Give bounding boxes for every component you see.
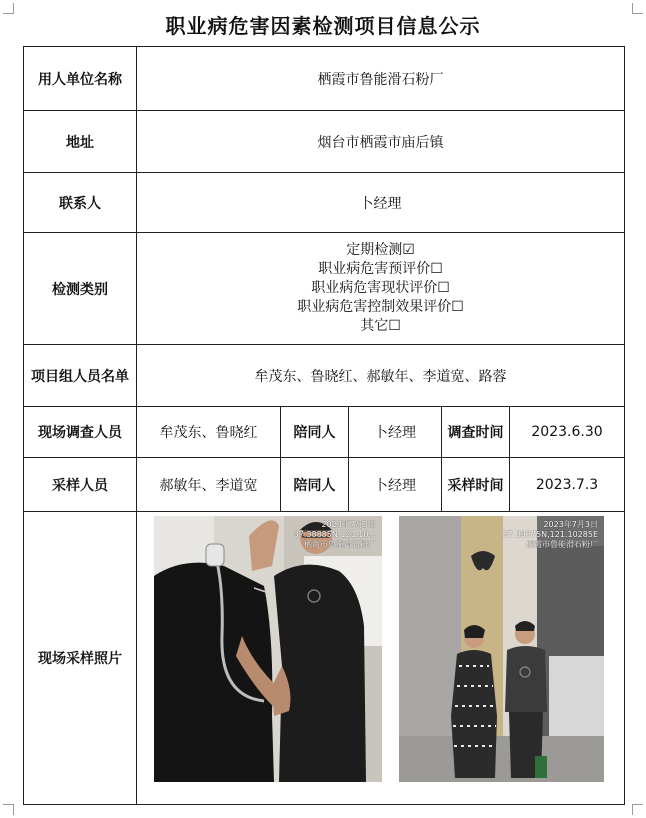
row-sampling	[24, 458, 625, 512]
sampling-escort-value: 卜经理	[349, 458, 442, 512]
inspection-type-options	[137, 233, 625, 345]
row-team	[24, 345, 625, 407]
survey-label: 现场调查人员	[24, 407, 137, 458]
photos-label: 现场采样照片	[24, 512, 137, 805]
row-inspection-type	[24, 233, 625, 345]
info-table	[23, 46, 625, 805]
team-value: 牟茂东、鲁晓红、郝敏年、李道宽、路蓉	[137, 345, 625, 407]
row-survey	[24, 407, 625, 458]
survey-value: 牟茂东、鲁晓红	[137, 407, 281, 458]
contact-label: 联系人	[24, 173, 137, 233]
photos-cell	[137, 512, 625, 805]
sampling-time-value: 2023.7.3	[510, 458, 625, 512]
option-control-effect: 职业病危害控制效果评价☐	[297, 299, 464, 315]
option-periodic: 定期检测☑	[346, 242, 415, 258]
row-contact	[24, 173, 625, 233]
sampling-label: 采样人员	[24, 458, 137, 512]
sampling-time-label: 采样时间	[442, 458, 510, 512]
photo-2-watermark: 2023年7月3日 37.39375N,121.10285E 栖霞市鲁能滑石粉厂	[502, 520, 598, 549]
row-employer	[24, 47, 625, 111]
option-pre-assessment: 职业病危害预评价☐	[318, 261, 443, 277]
sampling-escort-label: 陪同人	[281, 458, 349, 512]
row-address	[24, 111, 625, 173]
photo-1-watermark: 2023年7月3日 37.38885N,121.10... 栖霞市鲁能滑石粉厂	[293, 520, 376, 549]
survey-escort-label: 陪同人	[281, 407, 349, 458]
address-label: 地址	[24, 111, 137, 173]
survey-time-label: 调查时间	[442, 407, 510, 458]
sampling-value: 郝敏年、李道宽	[137, 458, 281, 512]
site-photo-2	[399, 516, 604, 782]
option-status-assessment: 职业病危害现状评价☐	[311, 280, 450, 296]
corner-mark	[3, 804, 14, 815]
page-title: 职业病危害因素检测项目信息公示	[165, 14, 481, 38]
row-photos	[24, 512, 625, 805]
site-photo-1	[154, 516, 382, 782]
employer-label: 用人单位名称	[24, 47, 137, 111]
inspection-type-label: 检测类别	[24, 233, 137, 345]
corner-mark	[632, 804, 643, 815]
survey-time-value: 2023.6.30	[510, 407, 625, 458]
address-value: 烟台市栖霞市庙后镇	[137, 111, 625, 173]
employer-value: 栖霞市鲁能滑石粉厂	[137, 47, 625, 111]
option-other: 其它☐	[360, 318, 401, 334]
contact-value: 卜经理	[137, 173, 625, 233]
team-label: 项目组人员名单	[24, 345, 137, 407]
survey-escort-value: 卜经理	[349, 407, 442, 458]
